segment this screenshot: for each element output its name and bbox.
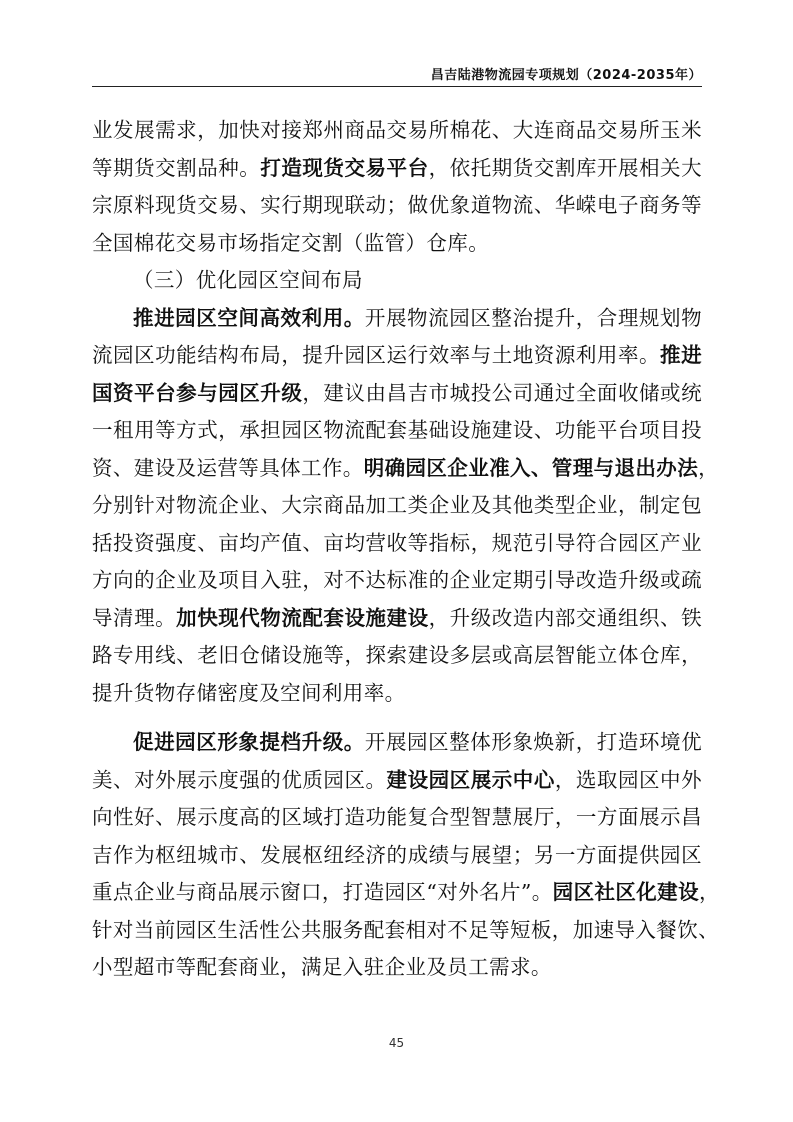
text-line xyxy=(92,375,702,413)
text-run: 开展园区整体形象焕新，打造环境优 xyxy=(364,730,702,754)
text-run: ，升级改造内部交通组织、铁 xyxy=(428,605,702,630)
text-line xyxy=(92,150,702,188)
text-run: 分别针对物流企业、大宗商品加工类企业及其他类型企业，制定包 xyxy=(92,493,702,517)
text-line xyxy=(92,762,702,800)
text-line xyxy=(92,600,702,638)
text-run: ， xyxy=(698,455,720,480)
text-run: 括投资强度、亩均产值、亩均营收等指标，规范引导符合园区产业 xyxy=(92,530,702,555)
text-run: 美、对外展示度强的优质园区。 xyxy=(92,767,387,792)
text-line xyxy=(92,225,702,263)
text-line xyxy=(92,525,702,563)
bold-phrase: 打造现货交易平台 xyxy=(260,155,429,180)
text-run: 提升货物存储密度及空间利用率。 xyxy=(92,680,406,705)
text-line xyxy=(92,450,720,488)
header-title: 昌吉陆港物流园专项规划（2024-2035年） xyxy=(430,68,702,83)
text-run: ， xyxy=(698,880,720,904)
text-run: ，依托期货交割库开展相关大 xyxy=(428,155,702,180)
text-line xyxy=(92,837,702,875)
text-line xyxy=(92,675,702,713)
bold-phrase: 国资平台参与园区升级 xyxy=(92,380,303,405)
text-run: 一租用等方式，承担园区物流配套基础设施建设、功能平台项目投 xyxy=(92,418,702,442)
text-run: 重点企业与商品展示窗口，打造园区“对外名片”。 xyxy=(92,880,553,904)
bold-phrase: 促进园区形象提档升级。 xyxy=(133,730,365,754)
bold-phrase: 园区社区化建设 xyxy=(552,880,699,904)
text-line xyxy=(92,337,702,375)
text-line xyxy=(92,262,702,300)
text-run: ，选取园区中外 xyxy=(554,767,702,792)
text-run: 方向的企业及项目入驻，对不达标准的企业定期引导改造升级或疏 xyxy=(92,568,702,592)
page-header xyxy=(92,62,702,87)
text-line xyxy=(92,799,702,837)
text-run: （三）优化园区空间布局 xyxy=(133,268,363,292)
text-run: 等期货交割品种。 xyxy=(92,155,261,180)
text-run: 导清理。 xyxy=(92,605,177,630)
text-line xyxy=(92,412,702,450)
text-line xyxy=(92,637,702,675)
text-run: 针对当前园区生活性公共服务配套相对不足等短板，加速导入餐饮、 xyxy=(92,917,719,942)
text-run: 业发展需求，加快对接郑州商品交易所棉花、大连商品交易所玉米 xyxy=(92,118,702,142)
text-run: 资、建设及运营等具体工作。 xyxy=(92,455,364,480)
text-line xyxy=(92,187,702,225)
text-run: 吉作为枢纽城市、发展枢纽经济的成绩与展望；另一方面提供园区 xyxy=(92,842,702,867)
text-run: 流园区功能结构布局，提升园区运行效率与土地资源利用率。 xyxy=(92,343,661,367)
text-line xyxy=(92,487,702,525)
text-line xyxy=(92,724,702,762)
text-line xyxy=(92,562,702,600)
text-run: 向性好、展示度高的区域打造功能复合型智慧展厅，一方面展示昌 xyxy=(92,805,702,829)
document-body xyxy=(92,112,720,987)
text-run: 全国棉花交易市场指定交割（监管）仓库。 xyxy=(92,230,490,255)
bold-phrase: 推进园区空间高效利用。 xyxy=(133,305,365,330)
text-line xyxy=(92,912,719,950)
bold-phrase: 加快现代物流配套设施建设 xyxy=(176,605,429,630)
text-run: 小型超市等配套商业，满足入驻企业及员工需求。 xyxy=(92,955,552,979)
text-line xyxy=(92,112,702,150)
text-run: 宗原料现货交易、实行期现联动；做优象道物流、华嵘电子商务等 xyxy=(92,193,702,217)
page-number: 45 xyxy=(388,1036,405,1050)
paragraph-gap xyxy=(92,712,702,724)
text-line xyxy=(92,300,702,338)
text-run: ，建议由昌吉市城投公司通过全面收储或统 xyxy=(302,380,702,405)
bold-phrase: 推进 xyxy=(660,343,702,367)
bold-phrase: 明确园区企业准入、管理与退出办法 xyxy=(363,455,699,480)
text-line xyxy=(92,949,702,987)
bold-phrase: 建设园区展示中心 xyxy=(386,767,555,792)
text-line xyxy=(92,874,720,912)
text-run: 开展物流园区整治提升，合理规划物 xyxy=(364,305,702,330)
text-run: 路专用线、老旧仓储设施等，探索建设多层或高层智能立体仓库， xyxy=(92,643,702,667)
